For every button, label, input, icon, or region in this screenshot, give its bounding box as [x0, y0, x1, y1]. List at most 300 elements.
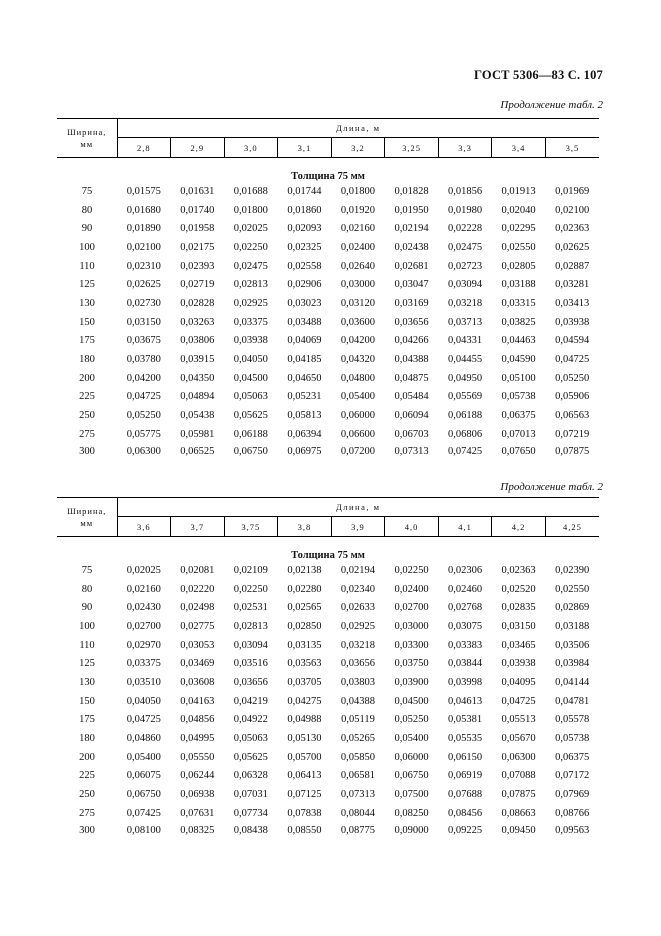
volume-cell: 0,06938 [180, 789, 215, 801]
table-row [57, 654, 599, 673]
volume-cell: 0,02700 [394, 602, 429, 614]
volume-cell: 0,02625 [126, 279, 161, 291]
volume-cell: 0,04950 [447, 372, 483, 384]
width-cell: 175 [79, 335, 95, 347]
volume-cell: 0,07875 [501, 789, 536, 801]
volume-cell: 0,07200 [340, 445, 376, 457]
volume-cell: 0,06000 [394, 751, 429, 763]
table-row [57, 275, 599, 294]
volume-cell: 0,02730 [126, 297, 161, 309]
volume-cell: 0,02250 [233, 583, 268, 595]
volume-cell: 0,07125 [287, 789, 322, 801]
volume-cell: 0,02835 [501, 602, 536, 614]
table-row [57, 636, 599, 655]
length-column-header: 3,1 [278, 138, 332, 158]
volume-cell: 0,05250 [126, 410, 161, 422]
volume-cell: 0,02887 [555, 260, 590, 272]
volume-cell: 0,02558 [287, 260, 322, 272]
volume-cell: 0,02925 [233, 297, 268, 309]
volume-cell: 0,01688 [233, 185, 268, 197]
volume-cell: 0,01920 [340, 204, 376, 216]
table-row [57, 406, 599, 425]
volume-cell: 0,05578 [555, 714, 590, 726]
width-cell: 100 [79, 241, 95, 253]
volume-cell: 0,01980 [447, 204, 483, 216]
table-row [57, 201, 599, 220]
length-column-header: 3,5 [545, 138, 599, 158]
volume-cell: 0,03825 [501, 316, 536, 328]
volume-cell: 0,01913 [501, 185, 536, 197]
width-cell: 250 [79, 410, 95, 422]
volume-cell: 0,02175 [180, 241, 215, 253]
volume-cell: 0,07969 [555, 789, 590, 801]
volume-cell: 0,02220 [180, 583, 215, 595]
volume-cell: 0,01828 [394, 185, 429, 197]
volume-cell: 0,01575 [126, 185, 161, 197]
length-values-row [57, 138, 599, 158]
volume-cell: 0,05063 [233, 733, 268, 745]
volume-cell: 0,07688 [447, 789, 483, 801]
volume-cell: 0,02160 [340, 223, 376, 235]
volume-cell: 0,04856 [180, 714, 215, 726]
table-row [57, 767, 599, 786]
volume-cell: 0,03656 [233, 676, 268, 688]
volume-cell: 0,08100 [126, 824, 161, 836]
section-row [57, 537, 599, 562]
volume-cell: 0,06750 [126, 789, 161, 801]
volume-cell: 0,04590 [501, 354, 536, 366]
volume-cell: 0,04275 [287, 695, 322, 707]
volume-cell: 0,03000 [394, 620, 429, 632]
volume-cell: 0,03315 [501, 297, 536, 309]
volume-cell: 0,02723 [447, 260, 483, 272]
volume-cell: 0,04331 [447, 335, 483, 347]
volume-cell: 0,09225 [447, 824, 483, 836]
volume-cell: 0,05850 [340, 751, 376, 763]
volume-cell: 0,07013 [501, 428, 536, 440]
volume-cell: 0,06806 [447, 428, 483, 440]
volume-cell: 0,07425 [126, 807, 161, 819]
length-column-header: 3,6 [117, 517, 171, 537]
volume-cell: 0,04320 [340, 354, 376, 366]
volume-cell: 0,05381 [447, 714, 483, 726]
page-header: ГОСТ 5306—83 С. 107 [474, 68, 603, 82]
table-row [57, 219, 599, 238]
width-unit: мм [80, 139, 94, 149]
volume-cell: 0,07500 [394, 789, 429, 801]
width-cell: 300 [79, 445, 95, 457]
volume-cell: 0,02025 [126, 564, 161, 576]
volume-cell: 0,05906 [555, 391, 590, 403]
width-cell: 150 [79, 695, 95, 707]
volume-cell: 0,06375 [501, 410, 536, 422]
volume-cell: 0,03608 [180, 676, 215, 688]
volume-cell: 0,02550 [501, 241, 536, 253]
continuation-label-1: Продолжение табл. 2 [500, 99, 603, 111]
volume-cell: 0,05625 [233, 751, 268, 763]
volume-cell: 0,04500 [394, 695, 429, 707]
volume-cell: 0,04894 [180, 391, 215, 403]
table-row [57, 617, 599, 636]
volume-cell: 0,06300 [501, 751, 536, 763]
volume-cell: 0,05775 [126, 428, 161, 440]
volume-cell: 0,05063 [233, 391, 268, 403]
length-column-header: 3,0 [224, 138, 278, 158]
table-row [57, 785, 599, 804]
width-cell: 225 [79, 770, 95, 782]
volume-cell: 0,02138 [287, 564, 322, 576]
volume-cell: 0,04875 [394, 372, 429, 384]
width-cell: 200 [79, 372, 95, 384]
volume-cell: 0,03150 [126, 316, 161, 328]
volume-cell: 0,02625 [555, 241, 590, 253]
table-row [57, 238, 599, 257]
width-unit: мм [80, 518, 94, 528]
volume-cell: 0,06750 [394, 770, 429, 782]
volume-cell: 0,04725 [126, 714, 161, 726]
volume-cell: 0,04860 [126, 733, 161, 745]
volume-cell: 0,06600 [340, 428, 376, 440]
volume-cell: 0,03150 [501, 620, 536, 632]
volume-cell: 0,07734 [233, 807, 268, 819]
table-row [57, 388, 599, 407]
volume-cell: 0,01800 [233, 204, 268, 216]
table-row [57, 729, 599, 748]
volume-cell: 0,02768 [447, 602, 483, 614]
volume-cell: 0,02390 [555, 564, 590, 576]
volume-cell: 0,06563 [555, 410, 590, 422]
volume-cell: 0,04594 [555, 335, 590, 347]
volume-cell: 0,02438 [394, 241, 429, 253]
width-cell: 250 [79, 789, 95, 801]
volume-cell: 0,02040 [501, 204, 536, 216]
volume-cell: 0,05438 [180, 410, 215, 422]
width-cell: 90 [81, 602, 93, 614]
volume-cell: 0,01890 [126, 223, 161, 235]
volume-cell: 0,06919 [447, 770, 483, 782]
length-values-row [57, 517, 599, 537]
volume-cell: 0,03510 [126, 676, 161, 688]
volume-cell: 0,01744 [287, 185, 322, 197]
volume-cell: 0,02100 [555, 204, 590, 216]
volume-cell: 0,04922 [233, 714, 268, 726]
volume-cell: 0,09000 [394, 824, 429, 836]
volume-cell: 0,02194 [340, 564, 376, 576]
volume-cell: 0,03656 [340, 658, 376, 670]
volume-cell: 0,02775 [180, 620, 215, 632]
volume-cell: 0,02719 [180, 279, 215, 291]
volume-cell: 0,03300 [394, 639, 429, 651]
length-column-header: 2,9 [171, 138, 225, 158]
width-cell: 110 [79, 260, 95, 272]
volume-cell: 0,02295 [501, 223, 536, 235]
length-column-header: 4,2 [492, 517, 546, 537]
volume-cell: 0,03506 [555, 639, 590, 651]
volume-cell: 0,02681 [394, 260, 429, 272]
volume-cell: 0,01680 [126, 204, 161, 216]
table-row [57, 673, 599, 692]
volume-cell: 0,03120 [340, 297, 376, 309]
volume-cell: 0,03465 [501, 639, 536, 651]
volume-cell: 0,03094 [447, 279, 483, 291]
volume-cell: 0,04185 [287, 354, 322, 366]
volume-cell: 0,03023 [287, 297, 322, 309]
table-row [57, 425, 599, 444]
volume-cell: 0,02633 [340, 602, 376, 614]
table-row [57, 313, 599, 332]
volume-cell: 0,05569 [447, 391, 483, 403]
volume-cell: 0,02430 [126, 602, 161, 614]
length-column-header: 3,8 [278, 517, 332, 537]
volume-cell: 0,06975 [287, 445, 322, 457]
volume-cell: 0,02460 [447, 583, 483, 595]
volume-cell: 0,03383 [447, 639, 483, 651]
table-row [57, 804, 599, 823]
volume-cell: 0,03188 [501, 279, 536, 291]
volume-cell: 0,02093 [287, 223, 322, 235]
volume-cell: 0,08325 [180, 824, 215, 836]
volume-cell: 0,02531 [233, 602, 268, 614]
width-cell: 225 [79, 391, 95, 403]
volume-cell: 0,03218 [340, 639, 376, 651]
volume-cell: 0,03375 [126, 658, 161, 670]
volume-cell: 0,05700 [287, 751, 322, 763]
volume-cell: 0,06394 [287, 428, 322, 440]
volume-cell: 0,05231 [287, 391, 322, 403]
table-row [57, 369, 599, 388]
volume-cell: 0,02805 [501, 260, 536, 272]
section-title: Толщина 75 мм [291, 171, 365, 182]
volume-cell: 0,02340 [340, 583, 376, 595]
width-label: Ширина, [67, 506, 107, 516]
volume-cell: 0,08550 [287, 824, 322, 836]
width-label: Ширина, [67, 127, 107, 137]
length-column-header: 3,25 [385, 138, 439, 158]
volume-cell: 0,08775 [340, 824, 376, 836]
table-row [57, 257, 599, 276]
volume-cell: 0,02228 [447, 223, 483, 235]
volume-cell: 0,02869 [555, 602, 590, 614]
volume-cell: 0,02828 [180, 297, 215, 309]
volume-cell: 0,06094 [394, 410, 429, 422]
width-cell: 180 [79, 354, 95, 366]
volume-cell: 0,04500 [233, 372, 268, 384]
volume-cell: 0,05119 [341, 714, 375, 726]
volume-cell: 0,05250 [555, 372, 590, 384]
volume-cell: 0,05981 [180, 428, 215, 440]
volume-cell: 0,03984 [555, 658, 590, 670]
table-row [57, 444, 599, 468]
volume-cell: 0,05100 [501, 372, 536, 384]
volume-cell: 0,04650 [287, 372, 322, 384]
volume-cell: 0,07088 [501, 770, 536, 782]
volume-cell: 0,04266 [394, 335, 429, 347]
volume-cell: 0,06188 [447, 410, 483, 422]
volume-table-1 [57, 118, 599, 468]
volume-cell: 0,06188 [233, 428, 268, 440]
volume-cell: 0,03998 [447, 676, 483, 688]
volume-cell: 0,04988 [287, 714, 322, 726]
volume-cell: 0,03600 [340, 316, 376, 328]
volume-cell: 0,04725 [501, 695, 536, 707]
volume-cell: 0,07425 [447, 445, 483, 457]
table-row [57, 332, 599, 351]
length-column-header: 3,2 [331, 138, 385, 158]
volume-cell: 0,03218 [447, 297, 483, 309]
volume-cell: 0,03915 [180, 354, 215, 366]
length-header: Длина, м [117, 498, 599, 517]
volume-cell: 0,03938 [233, 335, 268, 347]
volume-cell: 0,02565 [287, 602, 322, 614]
length-column-header: 3,7 [171, 517, 225, 537]
volume-cell: 0,05265 [340, 733, 376, 745]
length-column-header: 3,4 [492, 138, 546, 158]
volume-cell: 0,06244 [180, 770, 215, 782]
volume-cell: 0,03844 [447, 658, 483, 670]
volume-cell: 0,06375 [555, 751, 590, 763]
width-cell: 175 [79, 714, 95, 726]
volume-cell: 0,02363 [555, 223, 590, 235]
volume-cell: 0,08044 [340, 807, 376, 819]
width-cell: 130 [79, 676, 95, 688]
length-column-header: 4,25 [545, 517, 599, 537]
volume-cell: 0,04725 [126, 391, 161, 403]
volume-cell: 0,03938 [501, 658, 536, 670]
volume-cell: 0,02475 [233, 260, 268, 272]
volume-cell: 0,05513 [501, 714, 536, 726]
length-column-header: 3,75 [224, 517, 278, 537]
volume-cell: 0,03047 [394, 279, 429, 291]
volume-cell: 0,03563 [287, 658, 322, 670]
volume-cell: 0,01856 [447, 185, 483, 197]
volume-cell: 0,03188 [555, 620, 590, 632]
volume-cell: 0,03263 [180, 316, 215, 328]
volume-cell: 0,03075 [447, 620, 483, 632]
volume-cell: 0,05250 [394, 714, 429, 726]
volume-cell: 0,03169 [394, 297, 429, 309]
volume-cell: 0,05670 [501, 733, 536, 745]
volume-cell: 0,02475 [447, 241, 483, 253]
volume-cell: 0,06581 [340, 770, 376, 782]
volume-cell: 0,04455 [447, 354, 483, 366]
length-column-header: 3,9 [331, 517, 385, 537]
volume-cell: 0,04350 [180, 372, 215, 384]
volume-cell: 0,06413 [287, 770, 322, 782]
volume-cell: 0,01860 [287, 204, 322, 216]
table-row [57, 711, 599, 730]
table-row [57, 580, 599, 599]
width-cell: 100 [79, 620, 95, 632]
width-cell: 130 [79, 297, 95, 309]
volume-cell: 0,03713 [447, 316, 483, 328]
table-row [57, 748, 599, 767]
volume-cell: 0,09563 [555, 824, 590, 836]
width-cell: 80 [81, 583, 93, 595]
volume-cell: 0,04781 [555, 695, 590, 707]
width-cell: 180 [79, 733, 95, 745]
volume-cell: 0,01950 [394, 204, 429, 216]
volume-cell: 0,02520 [501, 583, 536, 595]
volume-cell: 0,03469 [180, 658, 215, 670]
volume-cell: 0,05400 [126, 751, 161, 763]
volume-cell: 0,04388 [394, 354, 429, 366]
volume-cell: 0,03938 [555, 316, 590, 328]
volume-cell: 0,03488 [287, 316, 322, 328]
width-cell: 75 [81, 185, 93, 197]
table-row [57, 692, 599, 711]
length-header: Длина, м [117, 119, 599, 138]
volume-cell: 0,04144 [555, 676, 590, 688]
volume-cell: 0,01631 [180, 185, 215, 197]
volume-cell: 0,08250 [394, 807, 429, 819]
width-cell: 300 [79, 824, 95, 836]
volume-cell: 0,02100 [126, 241, 161, 253]
volume-cell: 0,03705 [287, 676, 322, 688]
volume-cell: 0,04095 [501, 676, 536, 688]
volume-cell: 0,01969 [555, 185, 590, 197]
volume-cell: 0,02306 [447, 564, 483, 576]
volume-cell: 0,04050 [126, 695, 161, 707]
table-row [57, 823, 599, 847]
volume-cell: 0,02025 [233, 223, 268, 235]
volume-cell: 0,02194 [394, 223, 429, 235]
volume-cell: 0,02550 [555, 583, 590, 595]
length-column-header: 4,0 [385, 517, 439, 537]
volume-cell: 0,04388 [340, 695, 376, 707]
volume-cell: 0,05625 [233, 410, 268, 422]
volume-cell: 0,07838 [287, 807, 322, 819]
volume-cell: 0,07631 [180, 807, 215, 819]
volume-cell: 0,08766 [555, 807, 590, 819]
volume-cell: 0,04800 [340, 372, 376, 384]
volume-cell: 0,07219 [555, 428, 590, 440]
volume-cell: 0,03000 [340, 279, 376, 291]
volume-cell: 0,04613 [447, 695, 483, 707]
volume-cell: 0,07031 [233, 789, 268, 801]
volume-cell: 0,03780 [126, 354, 161, 366]
volume-cell: 0,03094 [233, 639, 268, 651]
header-row [57, 498, 599, 517]
volume-cell: 0,08663 [501, 807, 536, 819]
table-row [57, 294, 599, 313]
volume-cell: 0,02850 [287, 620, 322, 632]
volume-cell: 0,04219 [233, 695, 268, 707]
volume-cell: 0,08438 [233, 824, 268, 836]
volume-cell: 0,07650 [501, 445, 536, 457]
volume-cell: 0,04725 [555, 354, 590, 366]
volume-cell: 0,09450 [501, 824, 536, 836]
volume-cell: 0,02250 [233, 241, 268, 253]
volume-cell: 0,03281 [555, 279, 590, 291]
volume-table-2 [57, 497, 599, 847]
volume-cell: 0,06075 [126, 770, 161, 782]
volume-cell: 0,03675 [126, 335, 161, 347]
volume-cell: 0,03803 [340, 676, 376, 688]
volume-cell: 0,02160 [126, 583, 161, 595]
volume-cell: 0,05400 [394, 733, 429, 745]
volume-cell: 0,02640 [340, 260, 376, 272]
volume-cell: 0,07313 [340, 789, 376, 801]
volume-cell: 0,07313 [394, 445, 429, 457]
table-row [57, 182, 599, 201]
volume-cell: 0,04200 [340, 335, 376, 347]
volume-cell: 0,05400 [340, 391, 376, 403]
volume-cell: 0,03375 [233, 316, 268, 328]
width-cell: 275 [79, 807, 95, 819]
volume-cell: 0,06328 [233, 770, 268, 782]
volume-cell: 0,03413 [555, 297, 590, 309]
volume-cell: 0,05535 [447, 733, 483, 745]
